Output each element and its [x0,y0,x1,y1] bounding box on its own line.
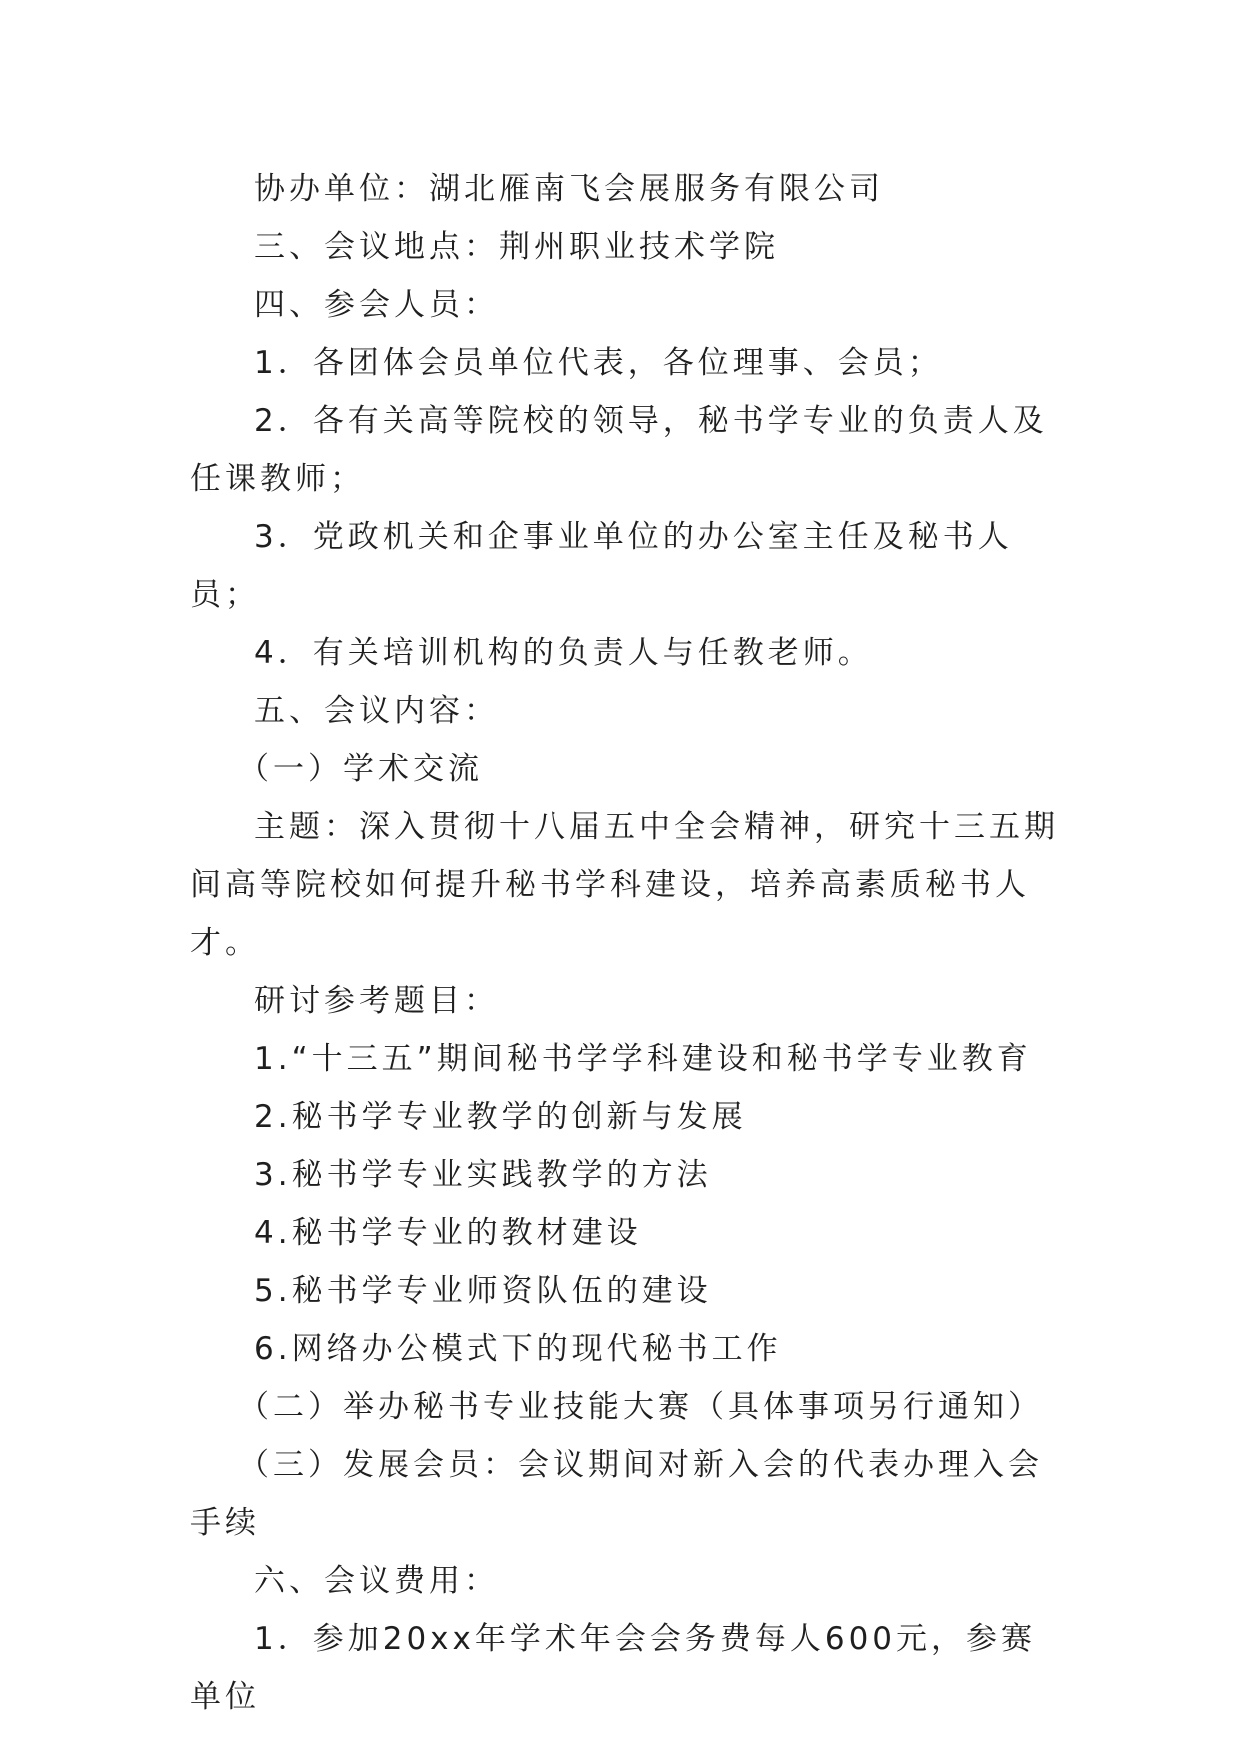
paragraph-theme: 主题：深入贯彻十八届五中全会精神，研究十三五期间高等院校如何提升秘书学科建设，培养高素质秘书人才。 [190,809,1059,961]
attendee-item-2: 2．各有关高等院校的领导，秘书学专业的负责人及任课教师； [190,403,1048,497]
topic-item-3: 3.秘书学专业实践教学的方法 [254,1157,712,1193]
fee-item-1: 1．参加20xx年学术年会会务费每人600元，参赛单位 [190,1621,1037,1715]
topic-item-5: 5.秘书学专业师资队伍的建设 [254,1273,712,1309]
attendee-item-4: 4．有关培训机构的负责人与任教老师。 [254,635,873,671]
heading-meeting-fees: 六、会议费用： [254,1563,499,1599]
topic-item-1: 1.“十三五”期间秘书学学科建设和秘书学专业教育 [254,1041,1032,1077]
heading-attendees: 四、参会人员： [254,287,499,323]
topic-item-2: 2.秘书学专业教学的创新与发展 [254,1099,747,1135]
topic-item-6: 6.网络办公模式下的现代秘书工作 [254,1331,782,1367]
subheading-membership: （三）发展会员：会议期间对新入会的代表办理入会手续 [190,1447,1043,1541]
heading-meeting-content: 五、会议内容： [254,693,499,729]
paragraph-co-organizer: 协办单位：湖北雁南飞会展服务有限公司 [254,171,884,207]
subheading-academic-exchange: （一）学术交流 [238,751,483,787]
topic-item-4: 4.秘书学专业的教材建设 [254,1215,642,1251]
attendee-item-1: 1．各团体会员单位代表，各位理事、会员； [254,345,943,381]
heading-topics: 研讨参考题目： [254,983,499,1019]
subheading-skills-contest: （二）举办秘书专业技能大赛（具体事项另行通知） [238,1389,1043,1425]
paragraph-venue: 三、会议地点：荆州职业技术学院 [254,229,779,265]
attendee-item-3: 3．党政机关和企事业单位的办公室主任及秘书人员； [190,519,1013,613]
document-body [190,160,1060,1726]
